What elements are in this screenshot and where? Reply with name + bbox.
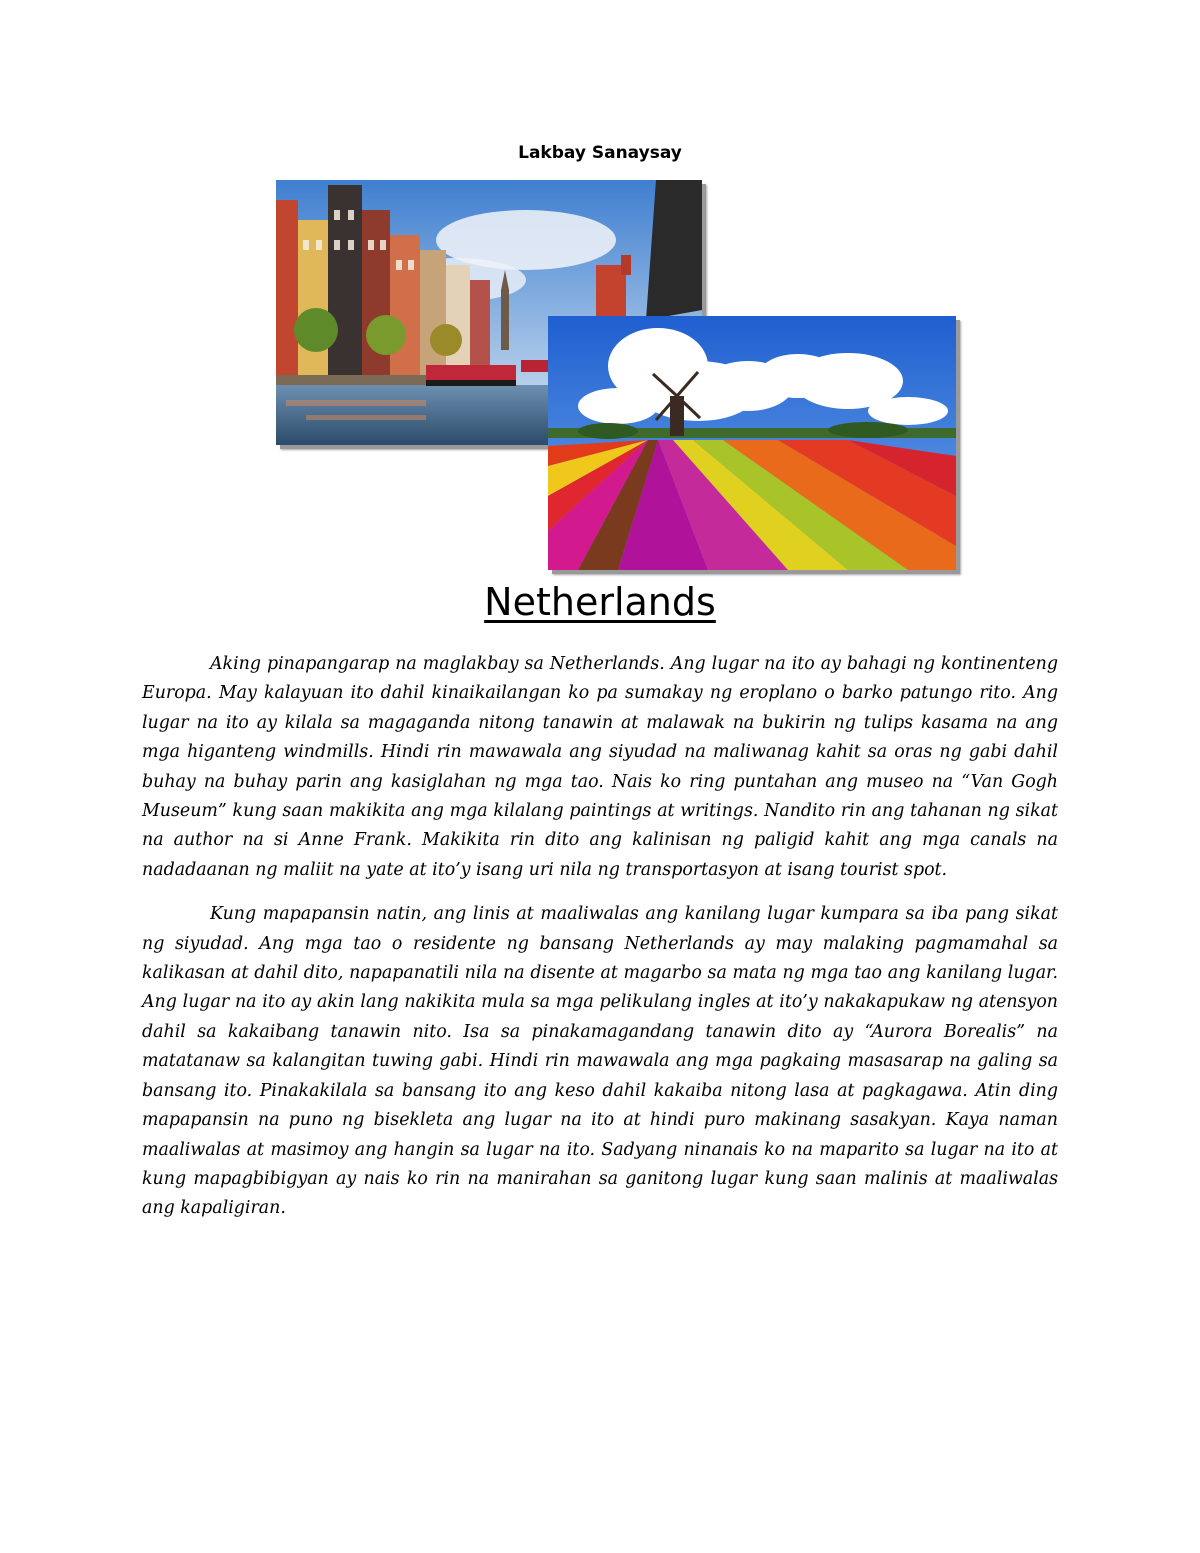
document-title: Lakbay Sanaysay: [518, 143, 682, 163]
tulip-photo-illustration: [548, 316, 956, 570]
page-heading: Netherlands: [484, 580, 716, 624]
paragraph-2: Kung mapapansin natin, ang linis at maaliwalas ang kanilang lugar kumpara sa iba pang sikat ng siyudad. Ang mga tao o residente ng bansang Netherlands ay may malaking pagmamahal sa kalikasan at dahil dito, napapanatili nila na disente at magarbo sa mata ng mga tao ang kanilang lugar. Ang lugar na ito ay akin lang nakikita mula sa mga pelikulang ingles at ito’y nakakapukaw ng atensyon dahil sa kakaibang tanawin nito. Isa sa pinakamagandang tanawin dito ay “Aurora Borealis” na matatanaw sa kalangitan tuwing gabi. Hindi rin mawawala ang mga pagkaing masasarap na galing sa bansang ito. Pinakakilala sa bansang ito ang keso dahil kakaiba nitong lasa at pagkagawa. Atin ding mapapansin na puno ng bisekleta ang lugar na ito at hindi puro makinang sasakyan. Kaya naman maaliwalas at masimoy ang hangin sa lugar na ito. Sadyang ninanais ko na maparito sa lugar na ito at kung mapagbibigyan ay nais ko rin na manirahan sa ganitong lugar kung saan malinis at maaliwalas ang kapaligiran.: [142, 904, 1058, 1219]
paragraph-1: Aking pinapangarap na maglakbay sa Netherlands. Ang lugar na ito ay bahagi ng kontinenteng Europa. May kalayuan ito dahil kinaikailangan ko pa sumakay ng eroplano o barko patungo rito. Ang lugar na ito ay kilala sa magaganda nitong tanawin at malawak na bukirin ng tulips kasama na ang mga higanteng windmills. Hindi rin mawawala ang siyudad na maliwanag kahit sa oras ng gabi dahil buhay na buhay parin ang kasiglahan ng mga tao. Nais ko ring puntahan ang museo na “Van Gogh Museum” kung saan makikita ang mga kilalang paintings at writings. Nandito rin ang tahanan ng sikat na author na si Anne Frank. Makikita rin dito ang kalinisan ng paligid kahit ang mga canals na nadadaanan ng maliit na yate at ito’y isang uri nila ng transportasyon at isang tourist spot.: [142, 654, 1058, 880]
tulip-field-image: [548, 316, 956, 570]
essay-body: [142, 650, 1058, 1239]
